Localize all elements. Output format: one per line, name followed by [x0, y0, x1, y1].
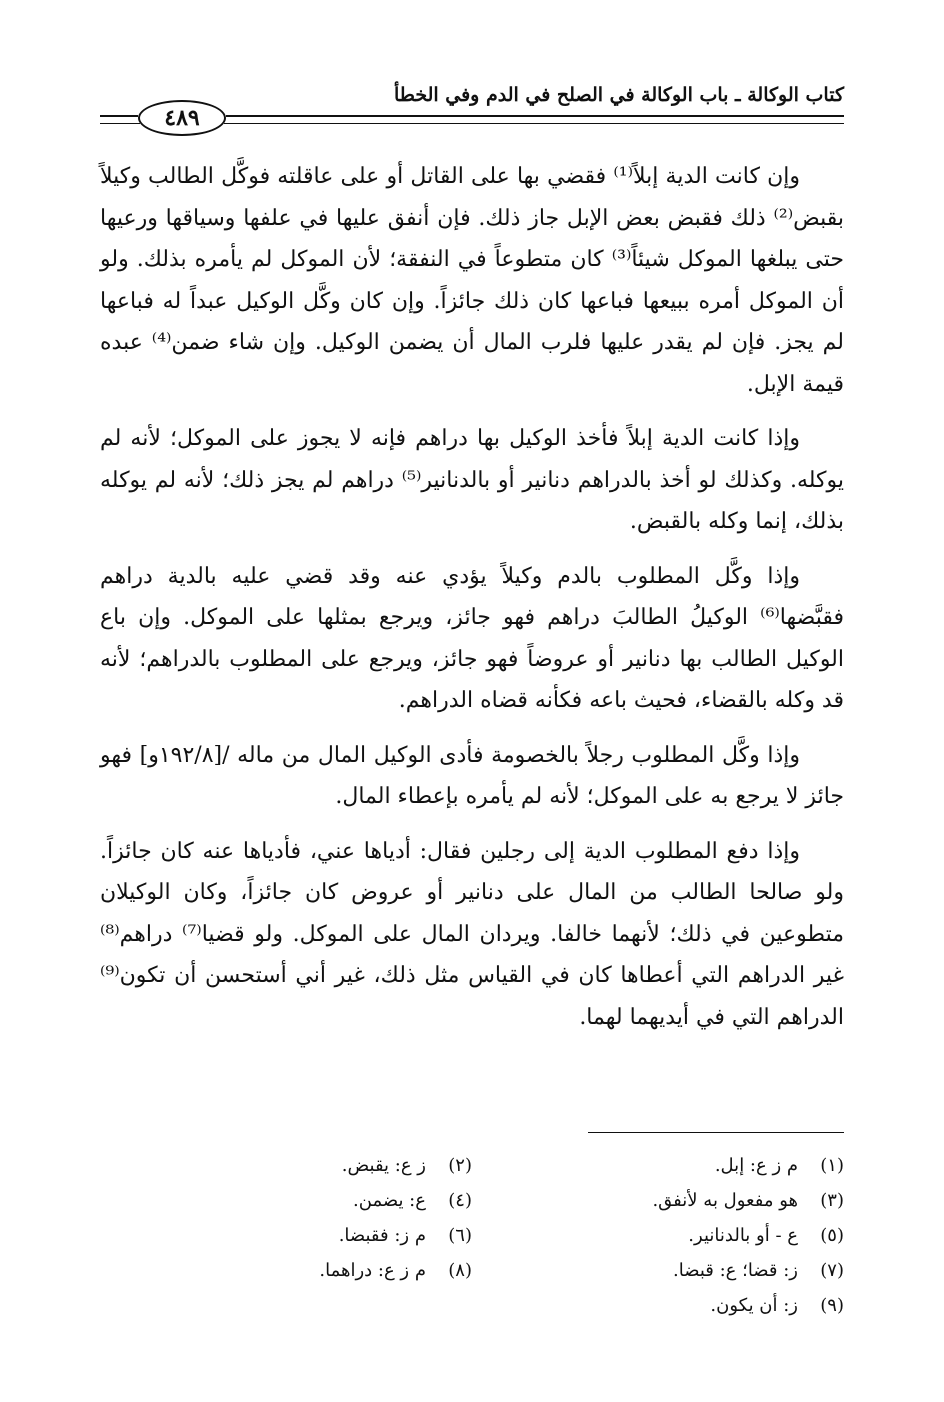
footnote — [472, 1225, 844, 1246]
page-number: ٤٨٩ — [164, 105, 200, 131]
footnote-text: ز: أن يكون. — [710, 1295, 798, 1316]
footnote — [472, 1190, 844, 1211]
footnote-row — [100, 1253, 844, 1288]
paragraph: وإذا وكَّل المطلوب رجلاً بالخصومة فأدى الوكيل المال من ماله /[١٩٢/٨و] فهو جائز لا يرجع به على الموكل؛ لأنه لم يأمره بإعطاء المال. — [100, 742, 844, 809]
footnote-number: (٦) — [448, 1225, 472, 1246]
footnote-number: (١) — [820, 1155, 844, 1176]
footnote-text: م ز ع: إبل. — [714, 1155, 798, 1176]
footnote-number: (٥) — [820, 1225, 844, 1246]
footnote-text: م ز ع: دراهما. — [319, 1260, 426, 1281]
paragraph: وإذا كانت الدية إبلاً فأخذ الوكيل بها دراهم فإنه لا يجوز على الموكل؛ لأنه لم يوكله. وكذلك لو أخذ بالدراهم دنانير أو بالدنانير⁽⁵⁾ دراهم لم يجز ذلك؛ لأنه لم يوكله بذلك، إنما وكله بالقبض. — [100, 426, 844, 534]
footnote-number: (٣) — [820, 1190, 844, 1211]
header-rule-left — [100, 115, 138, 117]
footnote-row — [100, 1218, 844, 1253]
footnote — [100, 1260, 472, 1281]
footnote-row — [100, 1148, 844, 1183]
footnote-text: هو مفعول به لأنفق. — [652, 1190, 798, 1211]
footnote-row — [100, 1183, 844, 1218]
main-text — [100, 156, 844, 1051]
footnote-text: ع - أو بالدنانير. — [688, 1225, 798, 1246]
footnote-text: م ز: فقبضا. — [338, 1225, 426, 1246]
footnote — [100, 1190, 472, 1211]
header-rule-left-lower — [100, 123, 140, 124]
header-rule-right — [226, 115, 844, 117]
footnote — [100, 1155, 472, 1176]
footnote — [472, 1260, 844, 1281]
footnote — [472, 1295, 844, 1316]
footnote-number: (٩) — [820, 1295, 844, 1316]
footnote-number: (٤) — [448, 1190, 472, 1211]
footnote-number: (٢) — [448, 1155, 472, 1176]
footnote-text: ز ع: يقبض. — [341, 1155, 426, 1176]
running-title: كتاب الوكالة ـ باب الوكالة في الصلح في الدم وفي الخطأ — [393, 84, 844, 106]
paragraph: وإذا دفع المطلوب الدية إلى رجلين فقال: أدياها عني، فأدياها عنه كان جائزاً. ولو صالحا الطالب من المال على دنانير أو عروض كان جائزاً، وكان الوكيلان متطوعين في ذلك؛ لأنهما خالفا. ويردان المال على الموكل. ولو قضيا⁽⁷⁾ دراهم⁽⁸⁾ غير الدراهم التي أعطاها كان في القياس مثل ذلك، غير أني أستحسن أن تكون⁽⁹⁾ الدراهم التي في أيديهما لهما. — [100, 838, 844, 1030]
paragraph: وإن كانت الدية إبلاً⁽¹⁾ فقضي بها على القاتل أو على عاقلته فوكَّل الطالب وكيلاً بقبض⁽²⁾ ذلك فقبض بعض الإبل جاز ذلك. فإن أنفق عليها في علفها وسياقها ورعيها حتى يبلغها الموكل شيئاً⁽³⁾ كان متطوعاً في النفقة؛ لأن الموكل لم يأمره بذلك. ولو أن الموكل أمره ببيعها فباعها كان ذلك جائزاً. وإن كان وكَّل الوكيل عبداً له فباعها لم يجز. فإن لم يقدر عليها فلرب المال أن يضمن الوكيل. وإن شاء ضمن⁽⁴⁾ عبده قيمة الإبل. — [100, 164, 844, 397]
footnote-text: ع: يضمن. — [353, 1190, 426, 1211]
paragraph: وإذا وكَّل المطلوب بالدم وكيلاً يؤدي عنه وقد قضي عليه بالدية دراهم فقبَّضها⁽⁶⁾ الوكيلُ الطالبَ دراهم فهو جائز، ويرجع بمثلها على الموكل. وإن باع الوكيل الطالب بها دنانير أو عروضاً فهو جائز، ويرجع على المطلوب بالدراهم؛ لأنه قد وكله بالقضاء، فحيث باعه فكأنه قضاه الدراهم. — [100, 563, 844, 713]
page-number-badge — [138, 100, 226, 136]
footnote-row — [100, 1288, 844, 1323]
header-rule-right-lower — [224, 123, 844, 124]
footnote-text: ز: قضا؛ ع: قبضا. — [673, 1260, 798, 1281]
footnote-number: (٧) — [820, 1260, 844, 1281]
footnote — [100, 1225, 472, 1246]
footnote-number: (٨) — [448, 1260, 472, 1281]
footnote — [472, 1155, 844, 1176]
footnote-separator — [588, 1132, 844, 1133]
footnotes — [100, 1148, 844, 1323]
